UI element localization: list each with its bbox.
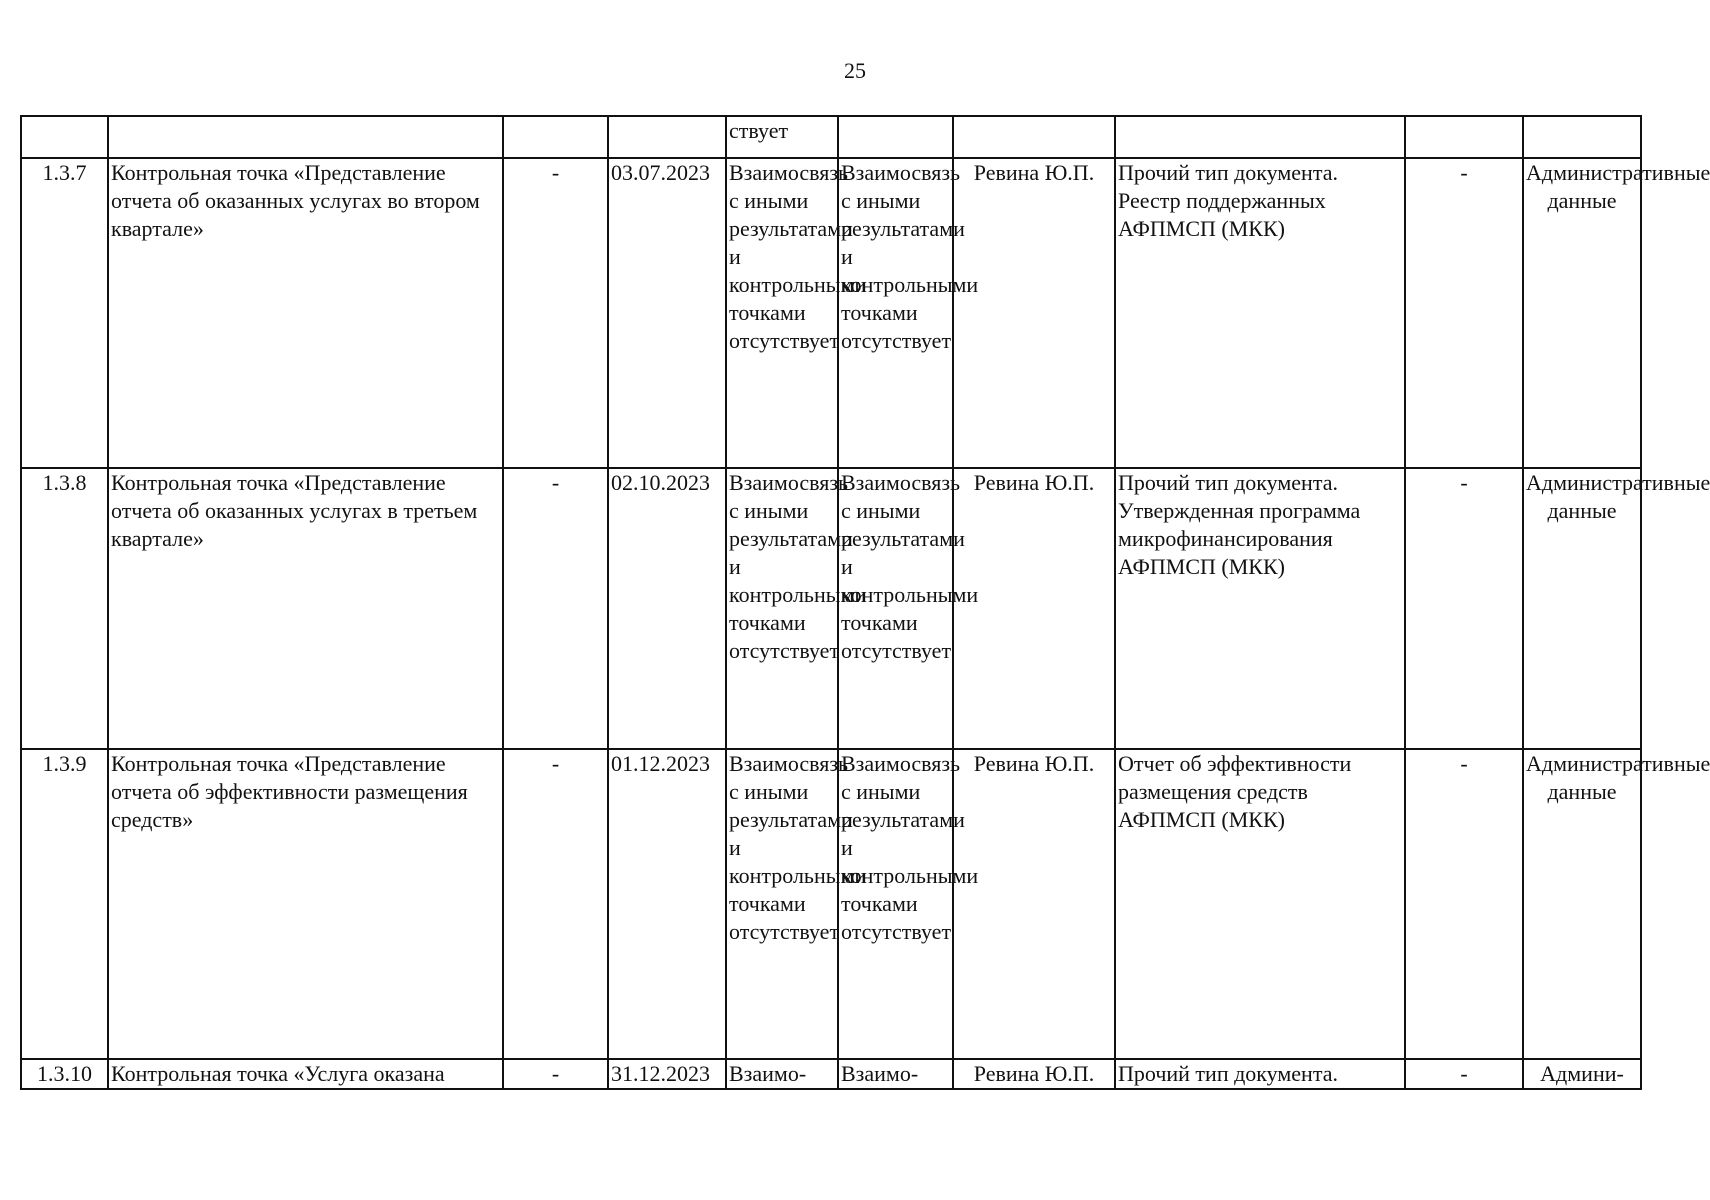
control-points-table [20,115,1710,1090]
table-row [21,158,1641,468]
cell-extra: - [1405,468,1523,749]
cell-responsible: Ревина Ю.П. [953,1059,1115,1089]
cell-num: 1.3.8 [21,468,108,749]
cell-responsible [953,116,1115,158]
cell-date: 01.12.2023 [608,749,726,1059]
cell-name [108,116,503,158]
cell-extra: - [1405,1059,1523,1089]
cell-source: Админи- [1523,1059,1641,1089]
table-row [21,749,1641,1059]
cell-date: 02.10.2023 [608,468,726,749]
cell-name: Контрольная точка «Представление отчета об оказанных услугах во втором квартале» [108,158,503,468]
cell-relation-2: Взаимосвязь с иными результатами и контрольными точками отсутствует [838,468,953,749]
table-row-continuation [21,116,1641,158]
cell-prev [503,116,608,158]
cell-prev: - [503,1059,608,1089]
cell-num: 1.3.9 [21,749,108,1059]
cell-name: Контрольная точка «Представление отчета об эффективности размещения средств» [108,749,503,1059]
cell-responsible: Ревина Ю.П. [953,468,1115,749]
cell-responsible: Ревина Ю.П. [953,158,1115,468]
cell-relation-2: Взаимо- [838,1059,953,1089]
cell-num [21,116,108,158]
cell-relation-1: Взаимосвязь с иными результатами и контрольными точками отсутствует [726,158,838,468]
cell-document: Прочий тип документа. Утвержденная программа микрофинансирования АФПМСП (МКК) [1115,468,1405,749]
cell-name: Контрольная точка «Услуга оказана [108,1059,503,1089]
cell-date: 03.07.2023 [608,158,726,468]
cell-relation-1: Взаимосвязь с иными результатами и контрольными точками отсутствует [726,749,838,1059]
cell-name: Контрольная точка «Представление отчета об оказанных услугах в третьем квартале» [108,468,503,749]
cell-relation-2 [838,116,953,158]
table-row [21,1059,1641,1089]
cell-extra: - [1405,158,1523,468]
cell-relation-2: Взаимосвязь с иными результатами и контрольными точками отсутствует [838,158,953,468]
cell-prev: - [503,158,608,468]
cell-num: 1.3.7 [21,158,108,468]
cell-date: 31.12.2023 [608,1059,726,1089]
cell-document [1115,116,1405,158]
cell-date [608,116,726,158]
cell-prev: - [503,749,608,1059]
cell-prev: - [503,468,608,749]
cell-relation-1: Взаимо- [726,1059,838,1089]
page-number: 25 [844,58,866,83]
cell-relation-2: Взаимосвязь с иными результатами и контрольными точками отсутствует [838,749,953,1059]
cell-source: Административные данные [1523,749,1641,1059]
table-row [21,468,1641,749]
cell-relation-1: ствует [726,116,838,158]
cell-source [1523,116,1641,158]
cell-source: Административные данные [1523,468,1641,749]
cell-extra [1405,116,1523,158]
cell-document: Прочий тип документа. Реестр поддержанных АФПМСП (МКК) [1115,158,1405,468]
cell-document: Отчет об эффективности размещения средств АФПМСП (МКК) [1115,749,1405,1059]
cell-num: 1.3.10 [21,1059,108,1089]
cell-responsible: Ревина Ю.П. [953,749,1115,1059]
cell-document: Прочий тип документа. [1115,1059,1405,1089]
cell-source: Административные данные [1523,158,1641,468]
cell-extra: - [1405,749,1523,1059]
cell-relation-1: Взаимосвязь с иными результатами и контрольными точками отсутствует [726,468,838,749]
